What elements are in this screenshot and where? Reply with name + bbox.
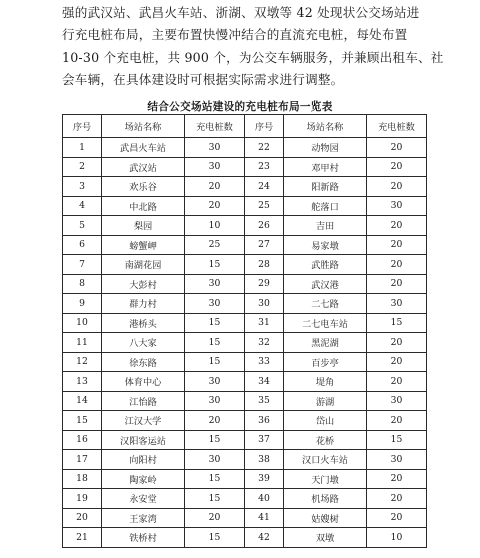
cell-station-name: 舵落口 [284,196,367,216]
cell-station-name: 南湖花园 [102,255,185,275]
body-paragraph [62,2,444,92]
cell-station-name: 机场路 [284,489,367,509]
cell-index: 1 [63,138,102,158]
cell-station-name: 向阳村 [102,450,185,470]
cell-station-name: 游湖 [284,391,367,411]
cell-index: 6 [63,235,102,255]
table-row [63,450,427,470]
cell-index: 14 [63,391,102,411]
table-row [63,489,427,509]
cell-pile-count: 20 [367,138,427,158]
cell-pile-count: 20 [367,235,427,255]
cell-index: 37 [245,430,284,450]
cell-pile-count: 20 [367,411,427,431]
cell-pile-count: 30 [367,196,427,216]
cell-pile-count: 15 [185,528,245,548]
cell-station-name: 武汉港 [284,274,367,294]
cell-station-name: 江汉大学 [102,411,185,431]
cell-index: 3 [63,177,102,197]
charging-pile-table [62,114,427,548]
cell-index: 38 [245,450,284,470]
paragraph-line: 10-30 个充电桩，共 900 个，为公交车辆服务，并兼顾出租车、社 [62,49,444,65]
cell-index: 9 [63,294,102,314]
cell-station-name: 汉口火车站 [284,450,367,470]
cell-station-name: 阳新路 [284,177,367,197]
cell-station-name: 双墩 [284,528,367,548]
cell-pile-count: 15 [185,430,245,450]
cell-station-name: 螃蟹岬 [102,235,185,255]
table-row [63,255,427,275]
cell-station-name: 欢乐谷 [102,177,185,197]
cell-index: 8 [63,274,102,294]
cell-pile-count: 10 [367,528,427,548]
cell-station-name: 港桥头 [102,313,185,333]
cell-pile-count: 30 [367,391,427,411]
cell-pile-count: 20 [367,274,427,294]
cell-station-name: 铁桥村 [102,528,185,548]
cell-station-name: 陶家岭 [102,469,185,489]
cell-station-name: 体育中心 [102,372,185,392]
cell-pile-count: 20 [185,508,245,528]
cell-index: 29 [245,274,284,294]
cell-pile-count: 20 [185,177,245,197]
table-row [63,391,427,411]
paragraph-line: 强的武汉站、武昌火车站、浙湖、双墩等 42 处现状公交场站进 [62,5,420,20]
cell-index: 4 [63,196,102,216]
cell-station-name: 百步亭 [284,352,367,372]
header-index: 序号 [63,115,102,138]
cell-pile-count: 30 [185,372,245,392]
cell-pile-count: 15 [185,489,245,509]
table-row [63,469,427,489]
cell-pile-count: 20 [367,157,427,177]
cell-station-name: 中北路 [102,196,185,216]
cell-index: 40 [245,489,284,509]
cell-station-name: 永安堂 [102,489,185,509]
cell-pile-count: 30 [185,274,245,294]
table-row [63,352,427,372]
cell-station-name: 汉阳客运站 [102,430,185,450]
cell-index: 39 [245,469,284,489]
cell-pile-count: 15 [185,469,245,489]
header-pile-count: 充电桩数 [185,115,245,138]
header-index: 序号 [245,115,284,138]
cell-index: 27 [245,235,284,255]
cell-pile-count: 30 [367,450,427,470]
cell-pile-count: 20 [367,508,427,528]
cell-station-name: 大彭村 [102,274,185,294]
cell-index: 10 [63,313,102,333]
cell-pile-count: 20 [367,372,427,392]
cell-index: 31 [245,313,284,333]
cell-pile-count: 20 [185,196,245,216]
table-row [63,508,427,528]
cell-pile-count: 30 [185,391,245,411]
cell-station-name: 梨园 [102,216,185,236]
cell-index: 17 [63,450,102,470]
table-row [63,196,427,216]
cell-station-name: 动物园 [284,138,367,158]
cell-index: 24 [245,177,284,197]
cell-index: 33 [245,352,284,372]
cell-index: 28 [245,255,284,275]
cell-station-name: 黑泥湖 [284,333,367,353]
cell-pile-count: 20 [367,352,427,372]
cell-index: 13 [63,372,102,392]
cell-pile-count: 25 [185,235,245,255]
table-row [63,430,427,450]
table-row [63,216,427,236]
cell-index: 15 [63,411,102,431]
cell-index: 25 [245,196,284,216]
cell-station-name: 邓甲村 [284,157,367,177]
cell-station-name: 江怡路 [102,391,185,411]
header-pile-count: 充电桩数 [367,115,427,138]
cell-station-name: 吉田 [284,216,367,236]
cell-index: 18 [63,469,102,489]
cell-station-name: 花桥 [284,430,367,450]
cell-station-name: 姑嫂树 [284,508,367,528]
cell-pile-count: 30 [185,157,245,177]
cell-pile-count: 20 [367,469,427,489]
table-row [63,411,427,431]
cell-index: 34 [245,372,284,392]
cell-index: 32 [245,333,284,353]
table-row [63,235,427,255]
cell-index: 5 [63,216,102,236]
cell-station-name: 天门墩 [284,469,367,489]
paragraph-line: 行充电桩布局，主要布置快慢冲结合的直流充电桩，每处布置 [62,27,408,43]
table-row [63,138,427,158]
cell-station-name: 群力村 [102,294,185,314]
cell-index: 12 [63,352,102,372]
cell-index: 42 [245,528,284,548]
table-row [63,528,427,548]
cell-station-name: 堤角 [284,372,367,392]
cell-pile-count: 20 [367,333,427,353]
cell-station-name: 八大家 [102,333,185,353]
cell-index: 41 [245,508,284,528]
cell-index: 30 [245,294,284,314]
cell-pile-count: 15 [185,352,245,372]
cell-pile-count: 20 [367,177,427,197]
cell-pile-count: 30 [185,450,245,470]
cell-station-name: 武胜路 [284,255,367,275]
cell-index: 21 [63,528,102,548]
cell-index: 2 [63,157,102,177]
cell-station-name: 二七路 [284,294,367,314]
cell-station-name: 王家湾 [102,508,185,528]
cell-pile-count: 10 [185,216,245,236]
cell-index: 20 [63,508,102,528]
cell-pile-count: 20 [367,255,427,275]
cell-index: 23 [245,157,284,177]
cell-pile-count: 30 [185,138,245,158]
table-caption: 结合公交场站建设的充电桩布局一览表 [147,101,333,113]
header-station-name: 场站名称 [284,115,367,138]
cell-station-name: 易家墩 [284,235,367,255]
cell-pile-count: 15 [367,430,427,450]
cell-pile-count: 20 [367,489,427,509]
cell-pile-count: 30 [185,294,245,314]
table-header-row [63,115,427,138]
cell-station-name: 岱山 [284,411,367,431]
cell-index: 36 [245,411,284,431]
cell-index: 16 [63,430,102,450]
cell-index: 35 [245,391,284,411]
cell-index: 26 [245,216,284,236]
table-row [63,177,427,197]
header-station-name: 场站名称 [102,115,185,138]
cell-pile-count: 30 [367,294,427,314]
cell-index: 19 [63,489,102,509]
table-row [63,274,427,294]
table-row [63,372,427,392]
cell-pile-count: 15 [367,313,427,333]
table-row [63,157,427,177]
cell-station-name: 武汉站 [102,157,185,177]
cell-station-name: 二七电车站 [284,313,367,333]
cell-pile-count: 15 [185,333,245,353]
cell-pile-count: 20 [367,216,427,236]
table-body [63,138,427,548]
cell-index: 22 [245,138,284,158]
cell-index: 11 [63,333,102,353]
cell-station-name: 武昌火车站 [102,138,185,158]
cell-station-name: 徐东路 [102,352,185,372]
paragraph-line: 会车辆，在具体建设时可根据实际需求进行调整。 [62,72,344,88]
cell-pile-count: 20 [185,411,245,431]
table-row [63,333,427,353]
cell-pile-count: 15 [185,255,245,275]
cell-pile-count: 15 [185,313,245,333]
table-row [63,294,427,314]
cell-index: 7 [63,255,102,275]
table-row [63,313,427,333]
